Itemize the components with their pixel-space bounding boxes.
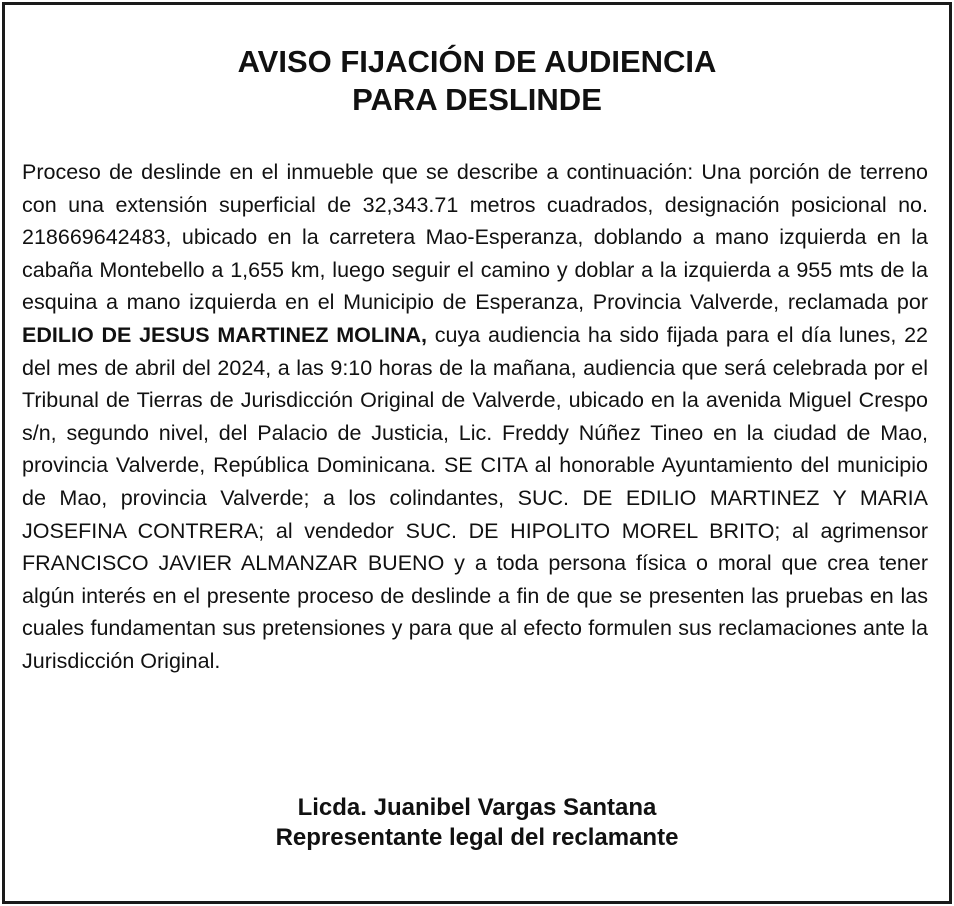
notice-body-part1: Proceso de deslinde en el inmueble que se describe a continuación: Una porción de terreno con una extensión superficial de 32,343.71 metros cuadrados, designación posicional no. 218669642483, ubicado en la carretera Mao-Esperanza, doblando a mano izquierda en la cabaña Montebello a 1,655 km, luego seguir el camino y doblar a la izquierda a 955 mts de la esquina a mano izquierda en el Municipio de Esperanza, Provincia Valverde, reclamada por: [22, 160, 928, 315]
notice-title-line2: PARA DESLINDE: [352, 82, 602, 117]
signer-name: Licda. Juanibel Vargas Santana: [297, 794, 657, 821]
signer-role: Representante legal del reclamante: [275, 824, 679, 851]
signature-block: [5, 793, 949, 853]
claimant-name: EDILIO DE JESUS MARTINEZ MOLINA,: [22, 322, 428, 347]
notice-title-line1: AVISO FIJACIÓN DE AUDIENCIA: [237, 44, 717, 79]
notice-body-part2: cuya audiencia ha sido fijada para el día lunes, 22 del mes de abril del 2024, a las 9:10 horas de la mañana, audiencia que será celebrada por el Tribunal de Tierras de Jurisdicción Original de Valverde, ubicado en la avenida Miguel Crespo s/n, segundo nivel, del Palacio de Justicia, Lic. Freddy Núñez Tineo en la ciudad de Mao, provincia Valverde, República Dominicana. SE CITA al honorable Ayuntamiento del municipio de Mao, provincia Valverde; a los colindantes, SUC. DE EDILIO MARTINEZ Y MARIA JOSEFINA CONTRERA; al vendedor SUC. DE HIPOLITO MOREL BRITO; al agrimensor FRANCISCO JAVIER ALMANZAR BUENO y a toda persona física o moral que crea tener algún interés en el presente proceso de deslinde a fin de que se presenten las pruebas en las cuales fundamentan sus pretensiones y para que al efecto formulen sus reclamaciones ante la Jurisdicción Original.: [22, 322, 928, 673]
notice-body: [22, 156, 928, 678]
notice-frame: [2, 2, 952, 904]
notice-title: [5, 43, 949, 119]
